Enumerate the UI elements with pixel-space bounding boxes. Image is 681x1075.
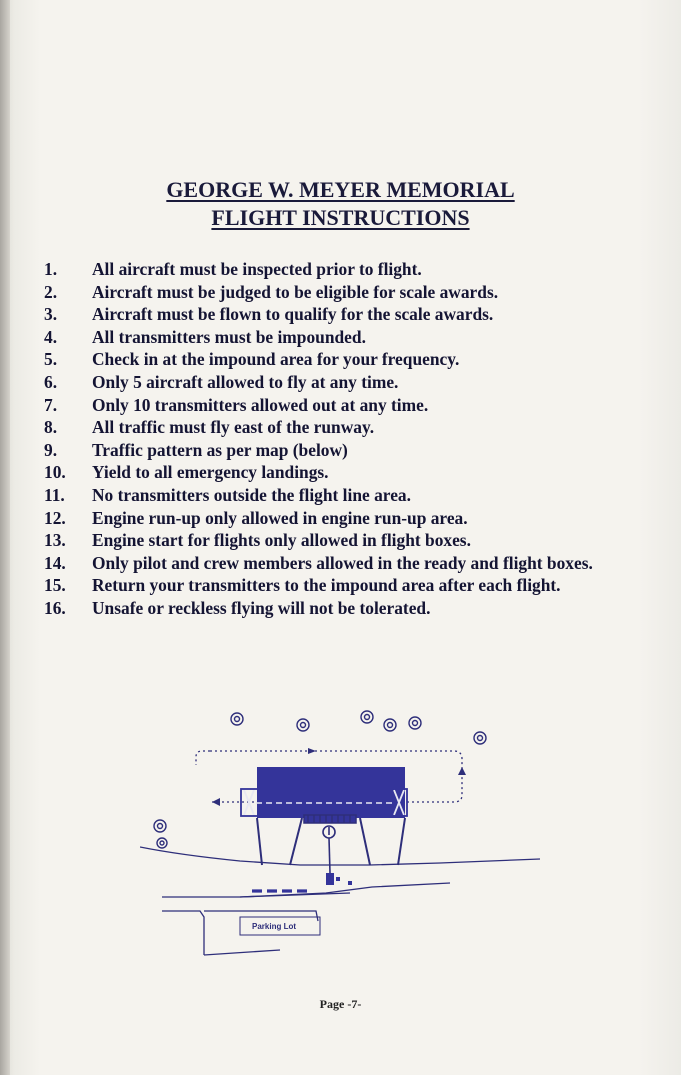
rule-number: 11.	[44, 484, 65, 505]
page-number: Page -7-	[319, 997, 362, 1011]
rule-item	[44, 371, 659, 394]
rule-text: Aircraft must be judged to be eligible for scale awards.	[92, 281, 499, 302]
rule-item	[44, 552, 659, 575]
rule-number: 5.	[44, 349, 58, 370]
rule-text: Traffic pattern as per map (below)	[92, 439, 348, 460]
flight-rules-list	[44, 258, 659, 620]
rule-item	[44, 484, 659, 507]
rule-number: 2.	[44, 281, 58, 302]
pilot-station-icon	[323, 826, 335, 873]
impound-area	[326, 873, 352, 885]
rule-number: 12.	[44, 507, 66, 528]
rule-item	[44, 507, 659, 530]
rule-text: Aircraft must be flown to qualify for the scale awards.	[92, 304, 494, 325]
rule-item	[44, 529, 659, 552]
rule-text: Return your transmitters to the impound area after each flight.	[92, 575, 561, 596]
rule-text: Only pilot and crew members allowed in the ready and flight boxes.	[92, 552, 593, 573]
rule-item	[44, 574, 659, 597]
rule-text: Engine run-up only allowed in engine run-up area.	[92, 507, 468, 528]
rule-item	[44, 326, 659, 349]
rule-item	[44, 303, 659, 326]
rule-number: 3.	[44, 304, 58, 325]
flight-line-fence	[257, 818, 405, 865]
runway	[257, 767, 405, 818]
rule-number: 15.	[44, 575, 66, 596]
title-line-1: GEORGE W. MEYER MEMORIAL	[166, 177, 515, 202]
rule-item	[44, 439, 659, 462]
flight-box-grid	[304, 815, 356, 823]
rule-item	[44, 394, 659, 417]
rule-number: 13.	[44, 530, 66, 551]
rule-number: 6.	[44, 371, 58, 392]
rule-item	[44, 461, 659, 484]
rule-number: 4.	[44, 326, 58, 347]
rule-text: All traffic must fly east of the runway.	[92, 417, 375, 438]
rule-text: No transmitters outside the flight line area.	[92, 484, 411, 505]
parking-lot-label: Parking Lot	[252, 922, 297, 931]
page-title	[0, 176, 681, 232]
rule-text: Check in at the impound area for your frequency.	[92, 349, 460, 370]
rule-item	[44, 416, 659, 439]
rule-item	[44, 348, 659, 371]
rule-number: 7.	[44, 394, 58, 415]
rule-number: 8.	[44, 417, 58, 438]
ground-line	[140, 847, 540, 865]
rule-text: All aircraft must be inspected prior to flight.	[92, 259, 422, 279]
road-lines	[162, 883, 450, 955]
rule-item	[44, 258, 659, 281]
rule-number: 14.	[44, 552, 66, 573]
rule-text: Only 10 transmitters allowed out at any time.	[92, 394, 429, 415]
rule-text: Only 5 aircraft allowed to fly at any time.	[92, 371, 399, 392]
rule-number: 1.	[44, 259, 58, 279]
title-line-2: FLIGHT INSTRUCTIONS	[211, 205, 470, 230]
rule-number: 9.	[44, 439, 58, 460]
rule-text: Engine start for flights only allowed in flight boxes.	[92, 530, 471, 551]
rule-item	[44, 597, 659, 620]
rule-text: Yield to all emergency landings.	[92, 462, 329, 483]
rule-item	[44, 281, 659, 304]
rule-text: All transmitters must be impounded.	[92, 326, 366, 347]
binding-edge	[0, 0, 10, 1075]
rule-text: Unsafe or reckless flying will not be tolerated.	[92, 597, 431, 618]
rule-number: 10.	[44, 462, 66, 483]
rule-number: 16.	[44, 597, 66, 618]
traffic-pattern-map	[140, 705, 540, 975]
